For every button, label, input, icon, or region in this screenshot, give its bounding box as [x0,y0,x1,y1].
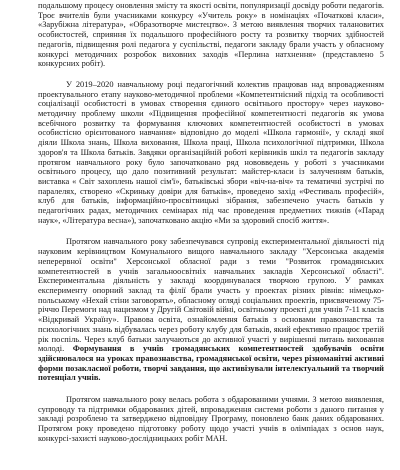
paragraph-text: У 2019–2020 навчальному році педагогічний колектив працював над впровадженням проектувального етапу науково-методичної проблеми «Компетентнісний підхід та особливості соціалізації особистості в умовах створення єдиного освітнього простору» через науково-методичну проблему школи «Підвищення професійної компетентності педагогів як умова всебічного розвитку та формування ключових компетентностей особистості в умовах особистісно орієнтованого навчання» відповідно до моделі «Школа гармонії», у складі якої діяли Школа знань, Школа виховання, Школа праці, Школа психологічної підтримки, Школа здоров'я та Школа батьків. Завдяки організаційній роботі керівників шкіл та педагогів закладу протягом навчального року було започатковано ряд нововведень у роботі з учасниками освітнього процесу, що дало позитивний результат: майстер-класи із залученням батьків, виставка « Світ захоплень нашої сім'ї», батьківські збори «віч-на-віч» та тематичні зустрічі по паралелях, створено «Скриньку довіри для батьків», проведено захід «Фестиваль професій», клуб для батьків, інформаційно-просвітницькі зібрання, забезпечено участь батьків у педагогічних радах, методичних семінарах під час проведення предметних тижнів («Парад наук», «Література весна»), започатковано акцію «Ми за здоровий спосіб життя». [38,79,384,225]
paragraph-spacer [38,69,384,80]
paragraph-methodology [38,80,384,226]
paragraph-text: Протягом навчального року велась робота з обдарованими учнями. З метою виявлення, супроводу та підтримки обдарованих дітей, впровадження системи роботи з даного питання у закладі розроблено та затверджено відповідну Програму, поновлено банк даних обдарованих. Протягом року проведено підготовку роботу щодо участі учнів в олімпіадах з основ наук, конкурсі-захисті науково-дослідницьких робіт МАН. [38,395,384,443]
paragraph-text: подальшому процесу оновлення змісту та якості освіти, популяризації досвіду роботи педагогів. Троє вчителів були учасниками конкурсу «Учитель року» в номінаціях «Початкові класи», «Зарубіжна література», «Образотворче мистецтво». З метою виявлення творчих талановитих особистостей, сприяння їх подальшого професійного росту та розвитку творчих здібностей педагогів, підвищення ролі педагога у суспільстві, педагоги закладу брали участь у обласному конкурсі методичних розробок виховних заходів «Перлина натхнення» (представлено 5 конкурсних робіт). [38,1,384,69]
paragraph-spacer [38,225,384,237]
paragraph-experiment [38,237,384,383]
paragraph-spacer [38,383,384,395]
paragraph-text: Протягом навчального року забезпечувався супровід експериментальної діяльності під науковим керівництвом Комунального вищого навчального закладу "Херсонська академія неперервної освіти" Херсонської обласної ради з теми "Розвиток громадянських компетентностей в учнів загальноосвітніх навчальних закладів Херсонської області". Експериментальна діяльність у закладі координувалася творчою групою. У рамках експерименту опорний заклад та філії брали участь у проектах різних рівнів: німецько-польському «Нехай стіни заговорять», обласному огляді соціальних проектів, присвяченому 75-річчю Перемоги над нацизмом у Другій Світовій війні, освітньому проекті для учнів 7-11 класів «Відкривай Україну». Правова освіта, ознайомлення батьків з основами правознавства та психологічних знань відбувалась через роботу клубу для батьків, який ефективно працює третій рік поспіль. Через клуб батьки залучаються до активної участі у вирішенні питань виховання молоді. [38,237,384,354]
paragraph-bold-text: Формування в учнів громадянських компетентностей здобувачів освіти здійснювалося на уроках правознавства, громадянської освіти, через різноманітні активні форми позакласної роботи, творчі завдання, що активізували інтелектуальний та творчий потенціал учнів. [38,344,384,383]
paragraph-gifted-students [38,395,384,444]
paragraph-intro [38,1,384,69]
